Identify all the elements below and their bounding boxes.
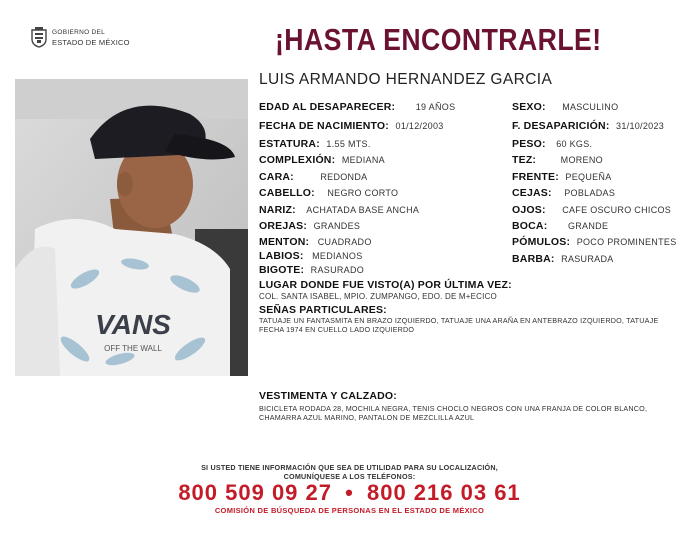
field-cejas — [512, 187, 615, 199]
field-value: PEQUEÑA — [565, 172, 612, 182]
field-value: GRANDE — [567, 221, 609, 231]
marks-title: SEÑAS PARTICULARES: — [259, 304, 387, 316]
field-estatura — [259, 138, 371, 150]
shirt-logo-text: VANS — [95, 309, 171, 340]
field-tez — [512, 154, 603, 166]
headline: ¡HASTA ENCONTRARLE! — [275, 22, 602, 57]
field-value: RASURADA — [561, 254, 614, 264]
field-label: TEZ: — [512, 154, 537, 166]
field-orejas — [259, 220, 360, 232]
field-label: ESTATURA: — [259, 138, 320, 150]
marks-text: TATUAJE UN FANTASMITA EN BRAZO IZQUIERDO, TATUAJE UNA ARAÑA EN ANTEBRAZO IZQUIERDO, TATUAJE FECHA 1974 EN CUELLO LADO IZQUIERDO — [259, 316, 659, 334]
clothing-title: VESTIMENTA Y CALZADO: — [259, 390, 397, 402]
person-photo — [15, 79, 248, 376]
person-name: LUIS ARMANDO HERNANDEZ GARCIA — [259, 71, 553, 88]
logo-text-gobierno: GOBIERNO DEL — [52, 29, 106, 36]
field-label: BARBA: — [512, 253, 555, 265]
field-sexo — [512, 101, 618, 113]
field-value: NEGRO CORTO — [327, 188, 399, 198]
field-pomulos — [512, 236, 677, 248]
field-label: EDAD AL DESAPARECER: — [259, 101, 396, 113]
field-menton — [259, 236, 372, 248]
last-seen-title: LUGAR DONDE FUE VISTO(A) POR ÚLTIMA VEZ: — [259, 279, 512, 291]
field-value: REDONDA — [320, 172, 368, 182]
phone-number-2[interactable]: 800 216 03 61 — [366, 480, 521, 505]
clothing-text: BICICLETA RODADA 28, MOCHILA NEGRA, TENIS CHOCLO NEGROS CON UNA FRANJA DE COLOR BLANCO, CHAMARRA AZUL MARINO, PANTALON DE MEZCLILLA AZUL — [259, 404, 648, 422]
field-label: MENTON: — [259, 236, 310, 248]
field-label: CABELLO: — [259, 187, 315, 199]
field-value: CAFE OSCURO CHICOS — [562, 205, 672, 215]
field-label: COMPLEXIÓN: — [259, 154, 336, 166]
field-value: 31/10/2023 — [616, 121, 665, 131]
field-edad — [259, 101, 455, 113]
field-label: OJOS: — [512, 204, 546, 216]
government-logo — [30, 26, 150, 56]
field-label: F. DESAPARICIÓN: — [512, 120, 610, 132]
field-label: BIGOTE: — [259, 264, 305, 276]
field-nariz — [259, 204, 419, 216]
field-value: 19 AÑOS — [415, 102, 456, 112]
field-ojos — [512, 204, 671, 216]
field-labios — [259, 250, 363, 262]
field-label: BOCA: — [512, 220, 548, 232]
field-barba — [512, 253, 614, 265]
field-bigote — [259, 264, 364, 276]
field-value: POCO PROMINENTES — [576, 237, 677, 247]
field-label: SEXO: — [512, 101, 546, 113]
field-value: POBLADAS — [564, 188, 616, 198]
field-label: FRENTE: — [512, 171, 559, 183]
field-label: NARIZ: — [259, 204, 296, 216]
footer-note — [0, 463, 699, 481]
last-seen-text: COL. SANTA ISABEL, MPIO. ZUMPANGO, EDO. DE M+ECICO — [259, 292, 497, 301]
field-label: PÓMULOS: — [512, 236, 571, 248]
field-boca — [512, 220, 608, 232]
shirt-logo-subtext: OFF THE WALL — [104, 344, 162, 353]
phone-number-1[interactable]: 800 509 09 27 — [178, 480, 333, 505]
field-value: 60 KGS. — [556, 139, 593, 149]
coat-of-arms-icon — [30, 26, 48, 48]
footer-note-line2: COMUNÍQUESE A LOS TELÉFONOS: — [283, 472, 416, 481]
phone-separator: • — [345, 480, 354, 505]
field-value: 1.55 MTS. — [326, 139, 371, 149]
field-value: ACHATADA BASE ANCHA — [306, 205, 420, 215]
field-label: LABIOS: — [259, 250, 304, 262]
field-value: 01/12/2003 — [395, 121, 444, 131]
field-cabello — [259, 187, 398, 199]
field-value: RASURADO — [310, 265, 365, 275]
field-label: PESO: — [512, 138, 546, 150]
field-fecha-desaparicion — [512, 120, 664, 132]
field-label: CEJAS: — [512, 187, 552, 199]
field-frente — [512, 171, 612, 183]
field-value: MASCULINO — [562, 102, 619, 112]
field-peso — [512, 138, 592, 150]
field-fecha-nacimiento — [259, 120, 444, 132]
field-label: OREJAS: — [259, 220, 308, 232]
field-value: MEDIANOS — [312, 251, 363, 261]
field-value: CUADRADO — [317, 237, 372, 247]
phone-numbers — [0, 480, 699, 506]
field-value: MEDIANA — [341, 155, 385, 165]
field-complexion — [259, 154, 385, 166]
commission-name: COMISIÓN DE BÚSQUEDA DE PERSONAS EN EL ESTADO DE MÉXICO — [214, 506, 485, 515]
logo-text-estado: ESTADO DE MÉXICO — [52, 38, 130, 47]
field-label: FECHA DE NACIMIENTO: — [259, 120, 389, 132]
field-label: CARA: — [259, 171, 294, 183]
field-value: MORENO — [560, 155, 603, 165]
field-cara — [259, 171, 367, 183]
footer-note-line1: SI USTED TIENE INFORMACIÓN QUE SEA DE UTILIDAD PARA SU LOCALIZACIÓN, — [201, 463, 498, 472]
field-value: GRANDES — [313, 221, 361, 231]
